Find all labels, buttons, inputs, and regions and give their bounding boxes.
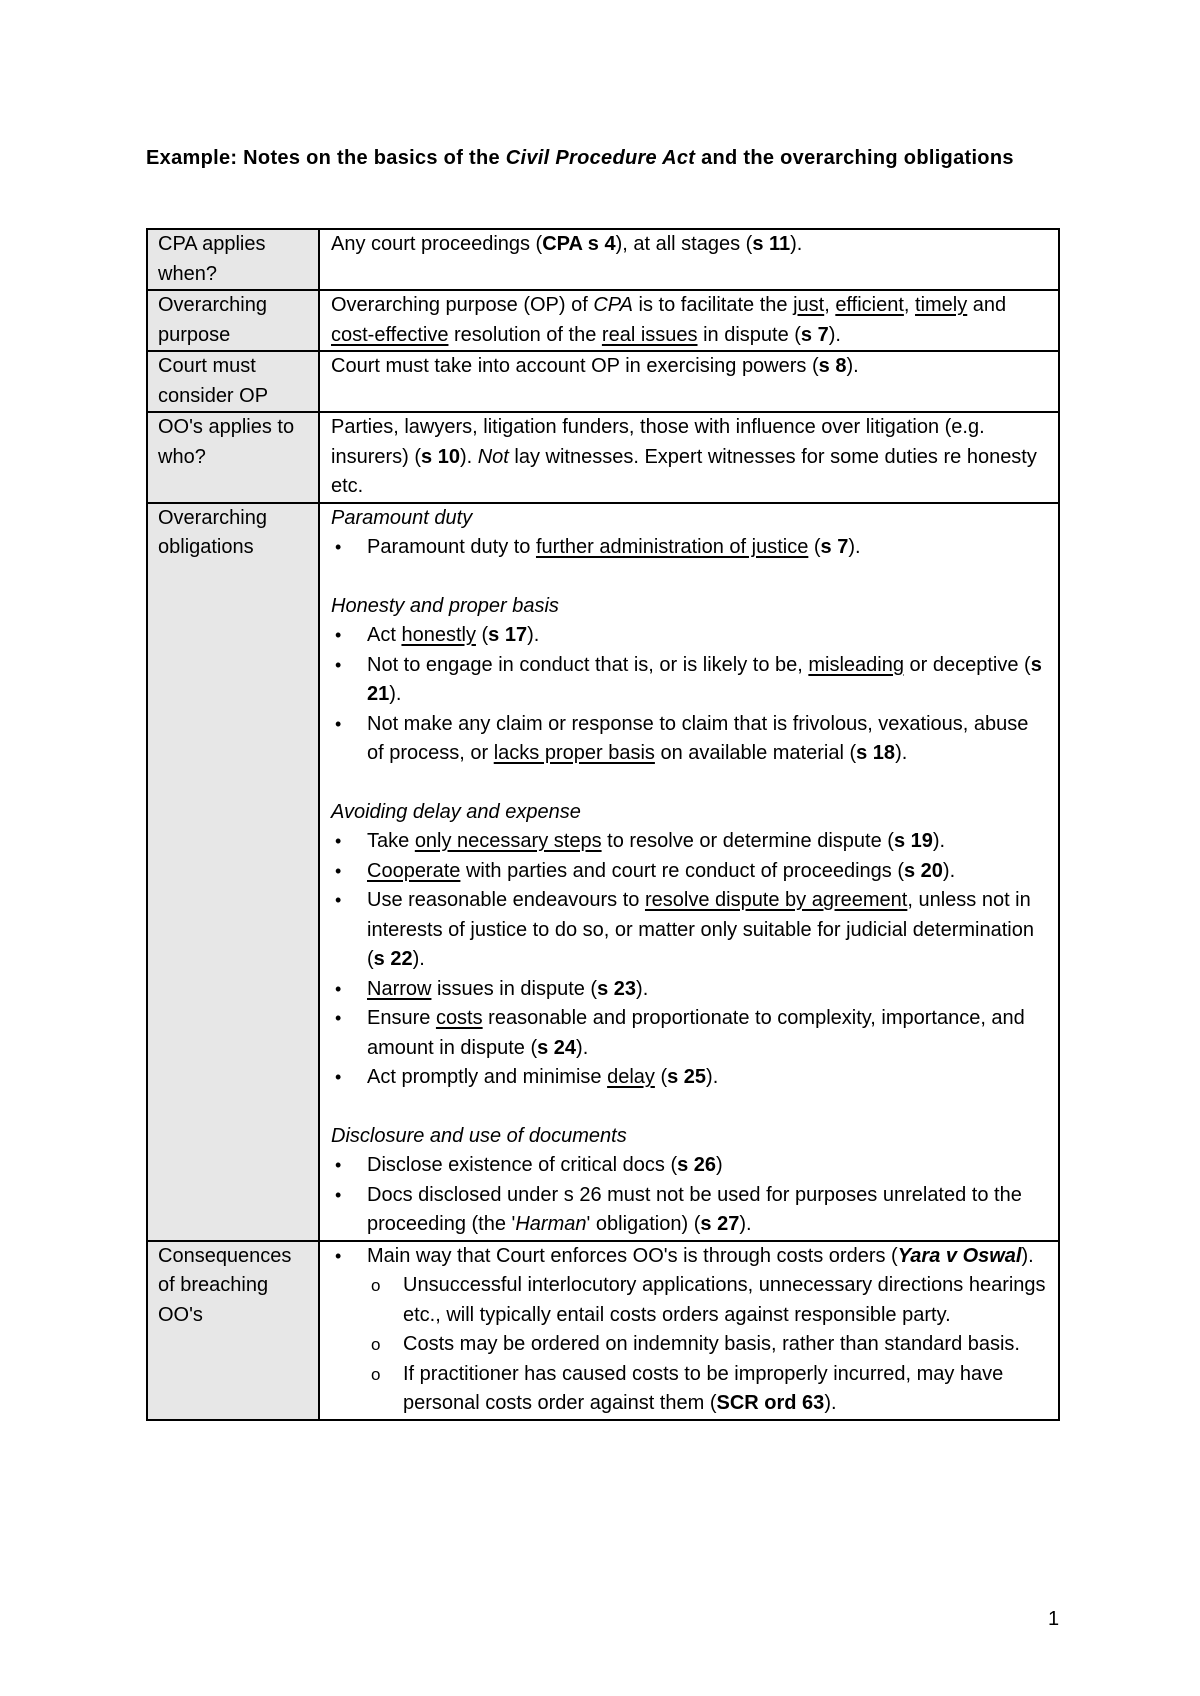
row-content bbox=[319, 503, 1059, 1241]
sub-list-item: o Costs may be ordered on indemnity basis, rather than standard basis. bbox=[367, 1330, 1048, 1360]
sub-list bbox=[367, 1271, 1048, 1419]
list-item: • Docs disclosed under s 26 must not be used for purposes unrelated to the proceeding (the 'Harman' obligation) (s 27). bbox=[331, 1181, 1048, 1240]
page-number: 1 bbox=[1048, 1608, 1060, 1630]
row-content: Any court proceedings (CPA s 4), at all stages (s 11). bbox=[319, 229, 1059, 290]
row-content bbox=[319, 1241, 1059, 1420]
subheading: Honesty and proper basis bbox=[331, 594, 559, 617]
bullet-list bbox=[331, 621, 1048, 769]
row-content: Parties, lawyers, litigation funders, those with influence over litigation (e.g. insurers) (s 10). Not lay witnesses. Expert witnesses for some duties re honesty etc. bbox=[319, 412, 1059, 503]
notes-table bbox=[146, 228, 1060, 1421]
table-row bbox=[147, 412, 1059, 503]
row-label: Consequences of breaching OO's bbox=[147, 1241, 319, 1420]
bullet-list bbox=[331, 827, 1048, 1093]
row-content: Court must take into account OP in exercising powers (s 8). bbox=[319, 351, 1059, 412]
subheading: Avoiding delay and expense bbox=[331, 800, 581, 823]
list-item: • Not to engage in conduct that is, or is likely to be, misleading or deceptive (s 21). bbox=[331, 651, 1048, 710]
table-row bbox=[147, 290, 1059, 351]
list-item: • Ensure costs reasonable and proportionate to complexity, importance, and amount in dispute (s 24). bbox=[331, 1004, 1048, 1063]
sub-list-item: o If practitioner has caused costs to be improperly incurred, may have personal costs order against them (SCR ord 63). bbox=[367, 1360, 1048, 1419]
row-label: OO's applies to who? bbox=[147, 412, 319, 503]
list-item: • Not make any claim or response to claim that is frivolous, vexatious, abuse of process, or lacks proper basis on available material (s 18). bbox=[331, 710, 1048, 769]
table-row bbox=[147, 351, 1059, 412]
bullet-list bbox=[331, 1151, 1048, 1240]
table-row bbox=[147, 1241, 1059, 1420]
list-item: • Act honestly (s 17). bbox=[331, 621, 1048, 651]
list-item: • Narrow issues in dispute (s 23). bbox=[331, 975, 1048, 1005]
row-content: Overarching purpose (OP) of CPA is to facilitate the just, efficient, timely and cost-effective resolution of the real issues in dispute (s 7). bbox=[319, 290, 1059, 351]
bullet-list bbox=[331, 533, 1048, 563]
row-label: Overarching obligations bbox=[147, 503, 319, 1241]
document-title: Example: Notes on the basics of the Civil Procedure Act and the overarching obligations bbox=[146, 147, 1014, 169]
list-item: • Take only necessary steps to resolve or determine dispute (s 19). bbox=[331, 827, 1048, 857]
row-label: Overarching purpose bbox=[147, 290, 319, 351]
list-item: • Cooperate with parties and court re conduct of proceedings (s 20). bbox=[331, 857, 1048, 887]
row-label: CPA applies when? bbox=[147, 229, 319, 290]
subheading: Paramount duty bbox=[331, 506, 473, 529]
table-row bbox=[147, 229, 1059, 290]
list-item: • Use reasonable endeavours to resolve dispute by agreement, unless not in interests of justice to do so, or matter only suitable for judicial determination (s 22). bbox=[331, 886, 1048, 975]
list-item: • Main way that Court enforces OO's is through costs orders (Yara v Oswal). o Unsuccessful interlocutory applications, unnecessary directions hearings etc., will typically entail costs orders against responsible party. o Costs may be ordered on indemnity basis, rather than standard basis. o If practitioner has caused costs to be improperly incurred, may have personal costs order against them (SCR ord 63). bbox=[331, 1242, 1048, 1419]
sub-list-item: o Unsuccessful interlocutory applications, unnecessary directions hearings etc., will typically entail costs orders against responsible party. bbox=[367, 1271, 1048, 1330]
list-item: • Disclose existence of critical docs (s 26) bbox=[331, 1151, 1048, 1181]
row-label: Court must consider OP bbox=[147, 351, 319, 412]
subheading: Disclosure and use of documents bbox=[331, 1124, 627, 1147]
list-item: • Paramount duty to further administration of justice (s 7). bbox=[331, 533, 1048, 563]
bullet-list bbox=[331, 1242, 1048, 1419]
table-row bbox=[147, 503, 1059, 1241]
list-item: • Act promptly and minimise delay (s 25). bbox=[331, 1063, 1048, 1093]
